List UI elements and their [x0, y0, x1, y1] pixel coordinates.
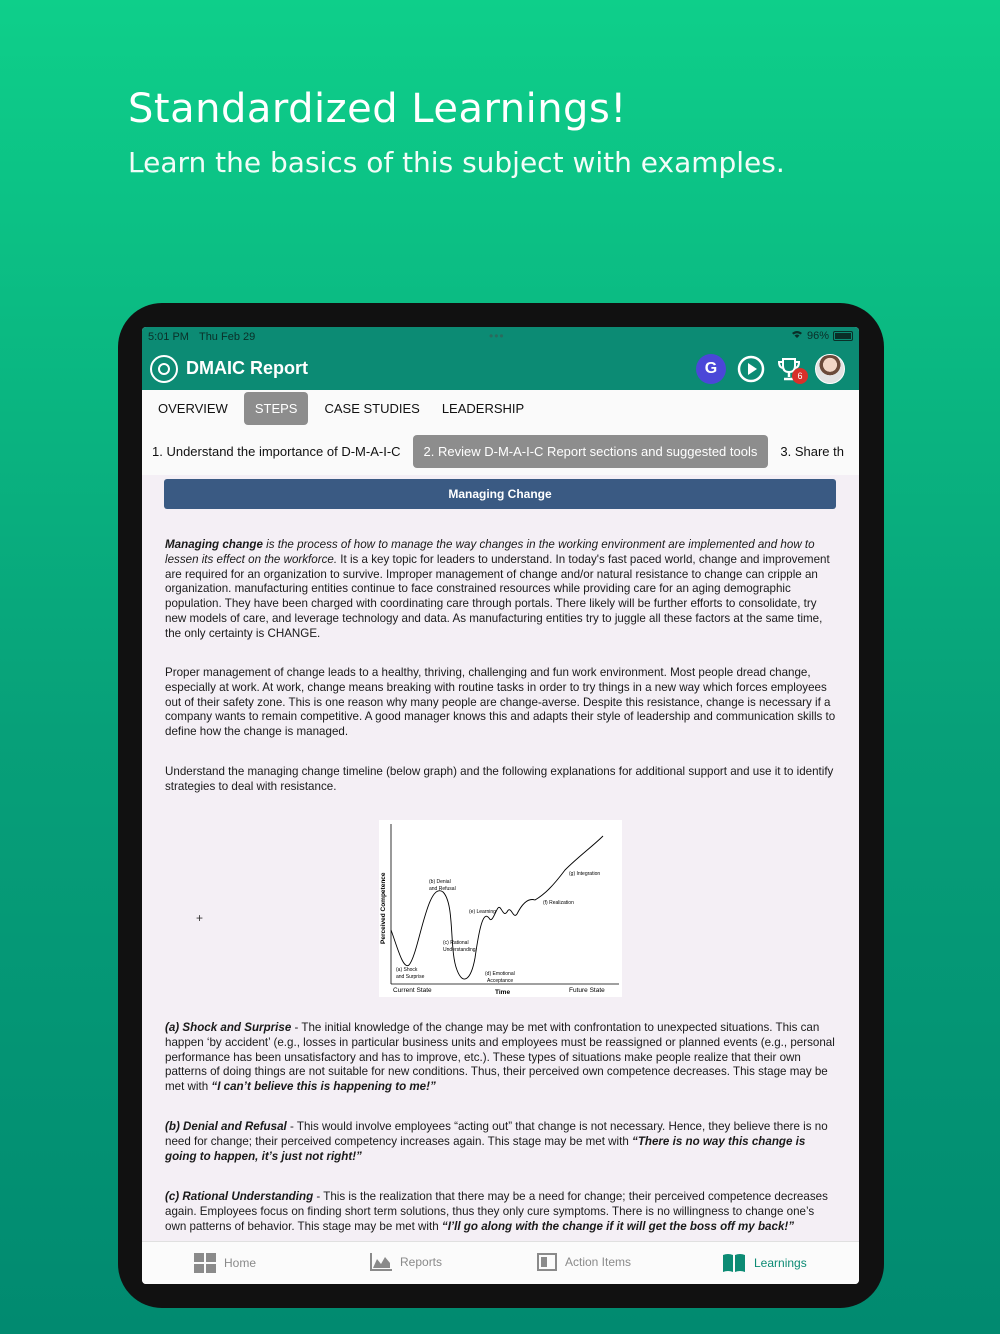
label-f: (f) Realization: [543, 900, 574, 906]
bottom-nav: [142, 1241, 859, 1284]
stage-b-text: - This would involve employees “acting out” that change is not necessary. Hence, they believe there is no need for change; their perceived competency increases again. This stage may be met with: [165, 1120, 828, 1148]
change-curve: [391, 836, 603, 979]
home-grid-icon: [194, 1253, 216, 1273]
app-title: DMAIC Report: [186, 358, 308, 378]
label-b2: and Refusal: [429, 886, 456, 892]
expand-plus-icon[interactable]: +: [196, 911, 204, 925]
paragraph-proper-management: Proper management of change leads to a healthy, thriving, challenging and fun work environment. Most people dread change, especially at work. At work, change means breaking with routine tasks in order to try things in a new way which forces employees out of their safety zone. This is one reason why many people are change-averse. Despite this resistance, change is necessary if a company wants to remain competitive. A good manager knows this and adapts their style of leadership and communication skills to define how the change is managed.: [165, 666, 836, 739]
stage-a-text: - The initial knowledge of the change may be met with confrontation to unexpected situations. This can happen ‘by accident’ (e.g., losses in particular business units and employees must be reassigned or planned events (e.g., personal performance has been unsatisfactory and has to improve, etc.). These types of situations make people realize that their own patterns of doing things are not suitable for new conditions. Thus, their perceived own competence decreases. This stage may be met with: [165, 1021, 835, 1094]
intro-italic: is the process of how to manage the way changes in the working environment are implemented and how to lessen its effect on the workforce.: [165, 538, 815, 566]
promo-subtitle: Learn the basics of this subject with examples.: [128, 146, 785, 179]
paragraph-stage-a: [165, 1021, 837, 1095]
stage-c-quote: “I’ll go along with the change if it will get the boss off my back!”: [441, 1219, 795, 1233]
label-e: (e) Learning: [469, 909, 496, 915]
avatar[interactable]: [815, 354, 845, 384]
change-curve-figure: [379, 820, 622, 997]
promo-title: Standardized Learnings!: [128, 86, 627, 132]
term-shock-surprise: (a) Shock and Surprise: [165, 1021, 292, 1034]
paragraph-stage-b: [165, 1120, 837, 1164]
x-axis-start: Current State: [393, 987, 432, 994]
google-account-icon[interactable]: G: [696, 354, 726, 384]
app-logo-icon: [150, 355, 178, 383]
label-d2: Acceptance: [487, 978, 514, 984]
nav-reports-label: Reports: [400, 1255, 443, 1269]
nav-learnings-label: Learnings: [754, 1256, 807, 1270]
term-denial-refusal: (b) Denial and Refusal: [165, 1120, 287, 1133]
paragraph-timeline-intro: Understand the managing change timeline (below graph) and the following explanations for additional support and use it to identify strategies to deal with resistance.: [165, 765, 834, 793]
paragraph-intro: [165, 538, 837, 642]
app-screen: [142, 327, 859, 1284]
y-axis-label: Perceived Competence: [380, 872, 387, 944]
step-tab-2[interactable]: 2. Review D-M-A-I-C Report sections and suggested tools: [413, 435, 769, 468]
stage-a-quote: “I can’t believe this is happening to me!”: [211, 1080, 436, 1094]
step-tab-3[interactable]: 3. Share th: [780, 443, 844, 459]
nav-reports[interactable]: [370, 1253, 442, 1271]
tab-steps[interactable]: STEPS: [244, 392, 309, 425]
term-managing-change: Managing change: [165, 538, 263, 551]
x-axis-end: Future State: [569, 987, 605, 994]
step-tab-1[interactable]: 1. Understand the importance of D-M-A-I-C: [152, 443, 401, 459]
tab-case-studies[interactable]: CASE STUDIES: [324, 401, 420, 416]
nav-home-label: Home: [224, 1256, 257, 1270]
nav-action-items[interactable]: [537, 1253, 631, 1271]
label-b1: (b) Denial: [429, 879, 451, 885]
battery-icon: [833, 331, 853, 341]
reports-chart-icon: [370, 1253, 392, 1271]
label-d1: (d) Emotional: [485, 971, 515, 977]
term-rational-understanding: (c) Rational Understanding: [165, 1190, 314, 1203]
tab-leadership[interactable]: LEADERSHIP: [441, 401, 525, 416]
play-icon[interactable]: [736, 354, 766, 384]
section-title: Managing Change: [164, 479, 836, 509]
action-items-icon: [537, 1253, 557, 1271]
label-a2: and Surprise: [396, 974, 425, 980]
label-g: (g) Integration: [569, 871, 601, 877]
main-tabs: [142, 390, 859, 427]
nav-home[interactable]: [194, 1253, 256, 1273]
label-a1: (a) Shock: [396, 967, 418, 973]
tab-overview[interactable]: OVERVIEW: [158, 401, 228, 416]
battery-percent: 96%: [806, 330, 829, 342]
wifi-icon: [791, 330, 803, 342]
paragraph-stage-c: [165, 1190, 837, 1234]
intro-rest: It is a key topic for leaders to understand. In today's fast paced world, change and improvement are required for an organization to survive. Improper management of change and/or natural resistance to change can cripple an organization. manufacturing entities continue to face constrained resources while providing care for an aging demographic population. They have been charged with coordinating care through portals. There likely will be further efforts to consolidate, try new models of care, and leverage technology and data. As manufacturing entities try to juggle all these factors at the same time, the only certainty is CHANGE.: [165, 552, 830, 640]
multitasking-dots-icon[interactable]: •••: [489, 329, 505, 343]
status-time: 5:01 PM: [148, 331, 189, 343]
stage-b-quote: “There is no way this change is going to happen, it’s just not right!”: [165, 1134, 806, 1163]
nav-learnings[interactable]: [722, 1253, 807, 1273]
app-bar: [142, 347, 859, 390]
label-c2: Understanding: [443, 947, 476, 953]
nav-action-items-label: Action Items: [565, 1255, 632, 1269]
content-scroll[interactable]: [142, 475, 859, 1241]
status-date: Thu Feb 29: [198, 331, 256, 343]
label-c1: (c) Rational: [443, 940, 469, 946]
trophy-badge: 6: [792, 368, 808, 384]
learnings-book-icon: [722, 1253, 746, 1273]
stage-c-text: - This is the realization that there may be a need for change; their perceived competence decreases again. Employees focus on finding short term solutions, thus they only cure symptoms. There is no willingness to change one’s own patterns of behavior. This stage may be met with: [165, 1190, 828, 1233]
step-tabs: [142, 427, 859, 475]
status-bar: [142, 327, 859, 347]
x-axis-label: Time: [495, 989, 511, 996]
